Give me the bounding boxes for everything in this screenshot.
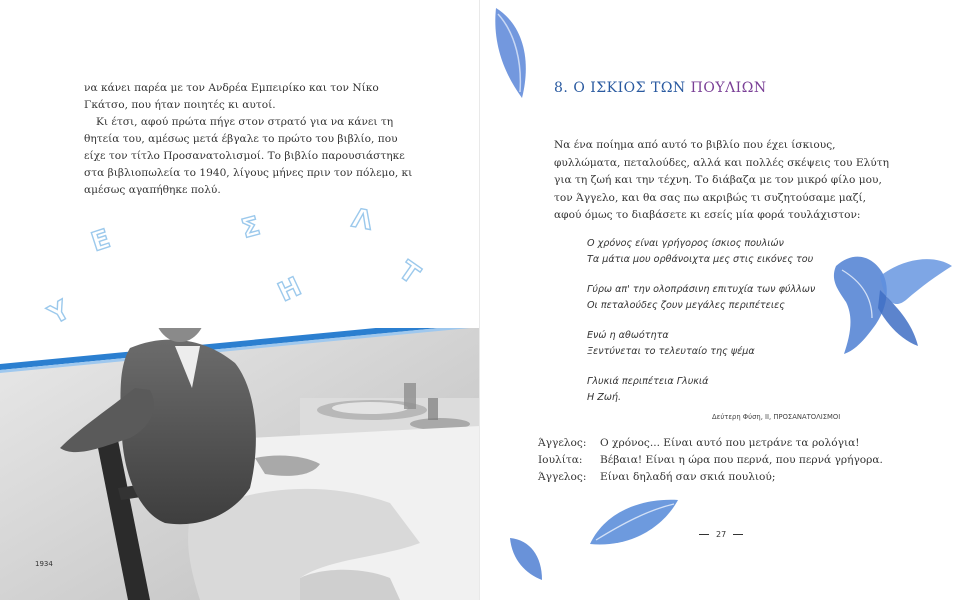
chapter-number: 8. xyxy=(554,80,569,96)
dialogue-row xyxy=(538,469,918,486)
outlined-letter-upsilon: Υ xyxy=(43,295,76,331)
dialogue xyxy=(538,435,918,486)
watercolor-petal-small-icon xyxy=(506,534,546,584)
intro-paragraph: Να ένα ποίημα από αυτό το βιβλίο που έχει ίσκιους, φυλλώματα, πεταλούδες, αλλά και πολλές σκέψεις του Ελύτη για τη ζωή και την τέχνη. Το διάβαζα με τον μικρό φίλο μου, τον Άγγελο, και θα σας πω ακριβώς τι συζητούσαμε μαζί, αφού όμως το διαβάσετε κι εσείς μία φορά τουλάχιστον: xyxy=(554,139,889,221)
outlined-letter-sigma: Σ xyxy=(238,211,264,245)
right-page xyxy=(480,0,960,600)
dialogue-text: Είναι δηλαδή σαν σκιά πουλιού; xyxy=(600,471,776,483)
poem-line: Γύρω απ' την ολοπράσινη επιτυχία των φύλλων xyxy=(587,284,816,295)
dialogue-speaker: Άγγελος: xyxy=(538,471,587,483)
poem-line: Ξεντύνεται το τελευταίο της ψέμα xyxy=(587,346,755,357)
left-paragraph-1: να κάνει παρέα με τον Ανδρέα Εμπειρίκο και τον Νίκο Γκάτσο, που ήταν ποιητές κι αυτοί. xyxy=(84,82,379,111)
dialogue-row xyxy=(538,435,918,452)
outlined-letter-lambda: Λ xyxy=(349,203,375,237)
poem-stanza-1 xyxy=(587,236,887,268)
poem xyxy=(587,236,887,420)
watercolor-leaf-top-icon xyxy=(488,6,534,102)
outlined-letter-tau: Τ xyxy=(393,255,425,291)
chapter-title-part1: Ο ΙΣΚΙΟΣ ΤΩΝ xyxy=(573,80,686,96)
poem-stanza-3 xyxy=(587,328,887,360)
dialogue-row xyxy=(538,452,918,469)
dialogue-text: Ο χρόνος... Είναι αυτό που μετράνε τα ρολόγια! xyxy=(600,437,860,449)
poem-line: Ο χρόνος είναι γρήγορος ίσκιος πουλιών xyxy=(587,238,784,249)
poem-stanza-2 xyxy=(587,282,887,314)
poem-line: Οι πεταλούδες ζουν μεγάλες περιπέτειες xyxy=(587,300,785,311)
dialogue-text: Βέβαια! Είναι η ώρα που περνά, που περνά γρήγορα. xyxy=(600,454,883,466)
photo-caption-year: 1934 xyxy=(35,560,53,568)
outlined-letter-epsilon: Ε xyxy=(87,223,114,259)
poem-line: Τα μάτια μου ορθάνοιχτα μες στις εικόνες του xyxy=(587,254,814,265)
outlined-letter-eta: Η xyxy=(273,271,307,309)
left-paragraph-2: Κι έτσι, αφού πρώτα πήγε στον στρατό για να κάνει τη θητεία του, αμέσως μετά έβγαλε το πρώτο του βιβλίο, που είχε τον τίτλο Προσανατολισμοί. Το βιβλίο παρουσιάστηκε στα βιβλιοπωλεία το 1940, λίγους μήνες πριν τον πόλεμο, κι αμέσως αγαπήθηκε πολύ. xyxy=(84,116,413,196)
poem-line: Η Ζωή. xyxy=(587,392,621,403)
left-body-text xyxy=(84,80,419,199)
poem-stanza-4 xyxy=(587,374,887,406)
watercolor-leaf-bottom-icon xyxy=(586,496,682,550)
chapter-title xyxy=(554,80,767,96)
poem-line: Ενώ η αθωότητα xyxy=(587,330,669,341)
dialogue-speaker: Άγγελος: xyxy=(538,437,587,449)
poem-line: Γλυκιά περιπέτεια Γλυκιά xyxy=(587,376,709,387)
chapter-title-part2: ΠΟΥΛΙΩΝ xyxy=(690,80,767,96)
black-white-portrait-photo xyxy=(0,328,480,600)
poem-source: Δεύτερη Φύση, II, ΠΡΟΣΑΝΑΤΟΛΙΣΜΟΙ xyxy=(712,413,841,421)
page-number: 27 xyxy=(692,530,750,539)
dialogue-speaker: Ιουλίτα: xyxy=(538,454,583,466)
